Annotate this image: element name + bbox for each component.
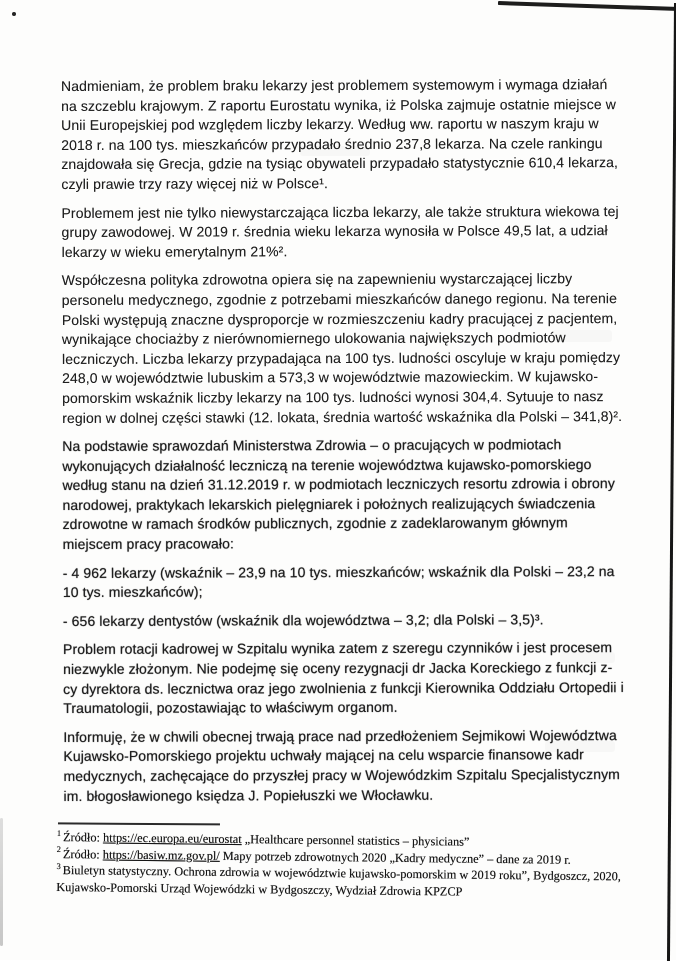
footnote-1-text: „Healthcare personnel statistics – physicians” xyxy=(241,832,470,849)
page-edge-right xyxy=(667,3,676,961)
paragraph-doctor-shortage: Nadmieniam, że problem braku lekarzy jest problemem systemowym i wymaga działań na szczeblu krajowym. Z raportu Eurostatu wynika, iż Polska zajmuje ostatnie miejsce w Unii Europejskiej pod względem liczby lekarzy. Według ww. raportu w naszym kraju w 2018 r. na 100 tys. mieszkańców przypadało średnio 237,8 lekarza. Na czele rankingu znajdowała się Grecja, gdzie na tysiąc obywateli przypadało statystycznie 610,4 lekarza, czyli prawie trzy razy więcej niż w Polsce¹. xyxy=(61,76,618,192)
bullet-doctors-count: - 4 962 lekarzy (wskaźnik – 23,9 na 10 tys. mieszkańców; wskaźnik dla Polski – 23,2 na 10 tys. mieszkańców); xyxy=(62,562,615,601)
footnote-3-marker: 3 xyxy=(56,860,61,871)
footnote-3-text: Biuletyn statystyczny. Ochrona zdrowia w województwie kujawsko-pomorskim w 2019 roku”, Bydgoszcz, 2020, Kujawsko-Pomorski Urząd Wojewódzki w Bydgoszczy, Wydział Zdrowia KPZCP xyxy=(56,863,622,899)
footnote-1-marker: 1 xyxy=(56,827,62,838)
footnote-2-source-label: Źródło: xyxy=(62,846,103,862)
footnote-2-link[interactable]: https://basiw.mz.gov.pl/ xyxy=(102,847,220,863)
scan-dot-artifact xyxy=(12,12,16,16)
paragraph-sejmik-resolution: Informuję, że w chwili obecnej trwają prace nad przedłożeniem Sejmikowi Województwa Kujawsko-Pomorskiego projektu uchwały mającej na celu wsparcie finansowe kadr medycznych, zachęcające do przyszłej pracy w Wojewódzkim Szpitalu Specjalistycznym im. błogosławionego księdza J. Popiełuszki we Włocławku. xyxy=(63,726,620,804)
letter-body xyxy=(61,75,627,815)
page-edge-top xyxy=(498,1,676,11)
footnote-separator-rule xyxy=(58,822,220,825)
footnotes-section xyxy=(56,822,641,902)
paragraph-staff-rotation: Problem rotacji kadrowej w Szpitalu wynika zatem z szeregu czynników i jest procesem niezwykle złożonym. Nie podejmę się oceny rezygnacji dr Jacka Koreckiego z funkcji z-cy dyrektora ds. lecznictwa oraz jego zwolnienia z funkcji Kierownika Oddziału Ortopedii i Traumatologii, pozostawiając to właściwym organom. xyxy=(62,639,624,717)
footnote-3 xyxy=(56,862,640,902)
paragraph-ministry-reports: Na podstawie sprawozdań Ministerstwa Zdrowia – o pracujących w podmiotach wykonujących działalność leczniczą na terenie województwa kujawsko-pomorskiego według stanu na dzień 31.12.2019 r. w podmiotach leczniczych resortu zdrowia i obrony narodowej, praktykach lekarskich pielęgniarek i położnych realizujących świadczenia zdrowotne w ramach środków publicznych, zgodnie z zadeklarowanym głównym miejscem pracy pracowało: xyxy=(62,436,615,553)
bullet-dentists-count: - 656 lekarzy dentystów (wskaźnik dla województwa – 3,2; dla Polski – 3,5)³. xyxy=(62,611,544,629)
paragraph-age-structure: Problemem jest nie tylko niewystarczająca liczba lekarzy, ale także struktura wiekowa tej grupy zawodowej. W 2019 r. średnia wieku lekarza wynosiła w Polsce 49,5 lat, a udział lekarzy w wieku emerytalnym 21%². xyxy=(61,202,619,260)
footnote-1-link[interactable]: https://ec.europa.eu/eurostat xyxy=(102,830,242,847)
footnote-2-marker: 2 xyxy=(56,844,61,855)
footnote-2-text: Mapy potrzeb zdrowotnych 2020 „Kadry medyczne” – dane za 2019 r. xyxy=(219,848,571,867)
scan-smudge-left-edge xyxy=(0,818,3,946)
footnote-1-source-label: Źródło: xyxy=(63,830,104,845)
paragraph-health-policy: Współczesna polityka zdrowotna opiera się na zapewnieniu wystarczającej liczby personelu medycznego, zgodnie z potrzebami mieszkańców danego regionu. Na terenie Polski występują znaczne dysproporcje w rozmieszczeniu kadry pracującej z pacjentem, wynikające chociażby z nierównomiernego ulokowania największych podmiotów leczniczych. Liczba lekarzy przypadająca na 100 tys. ludności oscyluje w kraju pomiędzy 248,0 w województwie lubuskim a 573,3 w województwie mazowieckim. W kujawsko-pomorskim wskaźnik liczby lekarzy na 100 tys. ludności wynosi 304,4. Sytuuje to nasz region w dolnej części stawki (12. lokata, średnia wartość wskaźnika dla Polski – 341,8)². xyxy=(61,270,623,426)
